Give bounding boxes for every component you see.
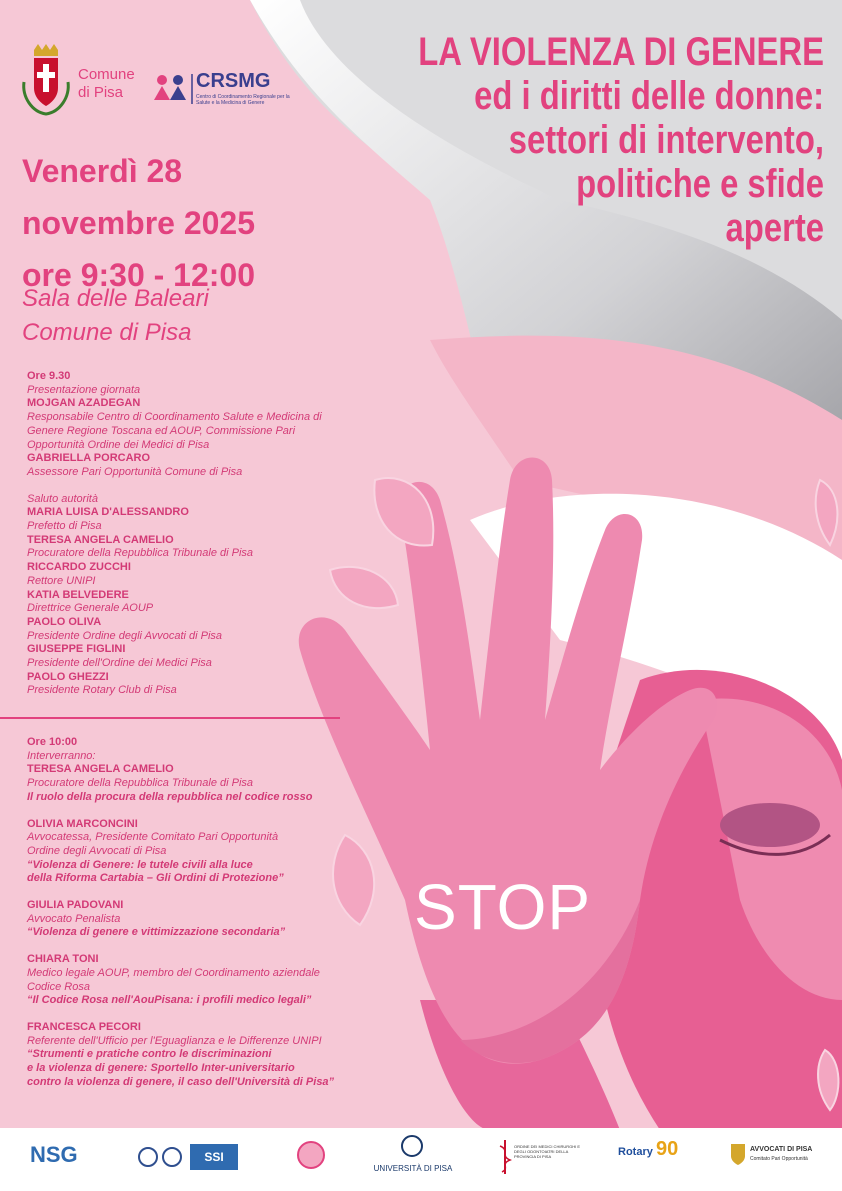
crsmg-subtitle: Centro di Coordinamento Regionale per la Salute e la Medicina di Genere <box>196 94 290 106</box>
rotary-90-logo: 90 <box>656 1138 679 1160</box>
program-role: Medico legale AOUP, membro del Coordinamento aziendale <box>27 966 320 979</box>
medici-logo: ORDINE DEI MEDICI CHIRURGHI E DEGLI ODONTOIATRI DELLA PROVINCIA DI PISA <box>514 1144 581 1159</box>
program-speaker: PAOLO OLIVA <box>27 615 102 628</box>
program-role: Avvocato Penalista <box>27 912 121 925</box>
stop-text: STOP <box>414 871 592 943</box>
program-role: Codice Rosa <box>27 980 90 993</box>
ssi-logo: SSI <box>190 1144 238 1170</box>
program-speaker: Ore 10:00 <box>27 736 78 748</box>
program-spacer <box>27 1008 367 1021</box>
unipi-seal-icon <box>400 1134 424 1158</box>
title-line: LA VIOLENZA DI GENERE <box>418 30 824 74</box>
program-speaker: PAOLO GHEZZI <box>27 670 109 683</box>
program-speaker: CHIARA TONI <box>27 953 99 966</box>
program-speaker: MARIA LUISA D'ALESSANDRO <box>27 506 189 519</box>
venue-line2: Comune di Pisa <box>22 319 192 346</box>
program-role: Saluto autorità <box>27 492 98 505</box>
seal-icon <box>138 1146 188 1168</box>
event-time: ore 9:30 - 12:00 <box>22 257 256 293</box>
program-spacer <box>27 940 367 953</box>
program-role: Referente dell'Ufficio per l'Eguaglianza e le Differenze UNIPI <box>27 1034 322 1047</box>
event-venue <box>22 282 209 350</box>
program-role: Prefetto di Pisa <box>27 520 102 533</box>
program-talk-title: “Violenza di Genere: le tutele civili alla luce <box>27 858 253 871</box>
avvocati-sub: Comitato Pari Opportunità <box>750 1156 808 1162</box>
comune-line1: Comune <box>78 66 135 83</box>
date-line2: novembre 2025 <box>22 205 256 241</box>
program-talk-title: e la violenza di genere: Sportello Inter-universitario <box>27 1062 295 1075</box>
program-talk-title: contro la violenza di genere, il caso dell'Università di Pisa” <box>27 1075 335 1088</box>
program-role: Presentazione giornata <box>27 383 141 396</box>
program-talk-title: “Strumenti e pratiche contro le discriminazioni <box>27 1048 272 1061</box>
program-spacer <box>27 480 367 493</box>
program-talk-title: “Il Codice Rosa nell'AouPisana: i profili medico legali” <box>27 994 312 1007</box>
nsg-logo: NSG <box>30 1142 78 1167</box>
program-speaker: OLIVIA MARCONCINI <box>27 817 138 830</box>
avvocati-crest-icon <box>730 1142 746 1166</box>
program-role: Procuratore della Repubblica Tribunale di Pisa <box>27 547 254 560</box>
unipi-logo: UNIVERSITÀ DI PISA <box>373 1164 453 1173</box>
program-role: Avvocatessa, Presidente Comitato Pari Opportunità <box>27 831 279 844</box>
caduceus-icon <box>498 1138 512 1176</box>
crsmg-name: CRSMG <box>196 70 271 92</box>
program-role: Rettore UNIPI <box>27 574 96 587</box>
title-line: aperte <box>725 206 824 250</box>
round-badge-icon <box>296 1140 326 1170</box>
title-line: settori di intervento, <box>508 118 824 162</box>
program-speaker: TERESA ANGELA CAMELIO <box>27 533 174 546</box>
avvocati-logo: AVVOCATI DI PISA <box>750 1146 813 1153</box>
program-speaker: TERESA ANGELA CAMELIO <box>27 763 174 776</box>
program-session-2 <box>27 736 367 1089</box>
event-date <box>22 145 255 301</box>
program-role: Interverranno: <box>27 749 96 762</box>
program-role: Procuratore della Repubblica Tribunale di Pisa <box>27 777 254 790</box>
program-talk-title: “Violenza di genere e vittimizzazione secondaria” <box>27 926 286 939</box>
program-session-1 <box>27 370 367 698</box>
program-talk-title: Il ruolo della procura della repubblica nel codice rosso <box>27 790 313 803</box>
date-line1: Venerdì 28 <box>22 153 183 189</box>
title-line: politiche e sfide <box>576 162 824 206</box>
sponsor-footer <box>0 1128 842 1191</box>
program-speaker: RICCARDO ZUCCHI <box>27 561 131 574</box>
rotary-logo: Rotary <box>618 1146 653 1158</box>
program-speaker: GABRIELLA PORCARO <box>27 452 151 465</box>
comune-line2: di Pisa <box>78 84 124 101</box>
closed-eye <box>720 803 820 847</box>
program-role: Genere Regione Toscana ed AOUP, Commissione Pari <box>27 424 296 437</box>
program-role: Assessore Pari Opportunità Comune di Pisa <box>27 465 243 478</box>
program-role: Presidente Ordine degli Avvocati di Pisa <box>27 629 223 642</box>
program-role: Presidente Rotary Club di Pisa <box>27 684 177 697</box>
program-speaker: KATIA BELVEDERE <box>27 588 129 601</box>
program-speaker: MOJGAN AZADEGAN <box>27 397 141 410</box>
program-speaker: GIUSEPPE FIGLINI <box>27 643 126 656</box>
program-role: Responsabile Centro di Coordinamento Salute e Medicina di <box>27 411 322 424</box>
comune-logo-text <box>78 66 135 102</box>
program-speaker: GIULIA PADOVANI <box>27 899 124 912</box>
program-speaker: Ore 9.30 <box>27 370 71 382</box>
program-spacer <box>27 805 367 818</box>
title-line: ed i diritti delle donne: <box>474 74 824 118</box>
program-role: Ordine degli Avvocati di Pisa <box>27 844 167 857</box>
program-role: Opportunità Ordine dei Medici di Pisa <box>27 438 210 451</box>
program-spacer <box>27 886 367 899</box>
program-talk-title: della Riforma Cartabia – Gli Ordini di Protezione” <box>27 872 284 885</box>
program-speaker: FRANCESCA PECORI <box>27 1020 141 1033</box>
program-role: Presidente dell'Ordine dei Medici Pisa <box>27 657 212 670</box>
program-role: Direttrice Generale AOUP <box>27 602 154 615</box>
section-divider <box>0 717 340 719</box>
venue-line1: Sala delle Baleari <box>22 285 209 312</box>
event-title <box>365 30 824 250</box>
